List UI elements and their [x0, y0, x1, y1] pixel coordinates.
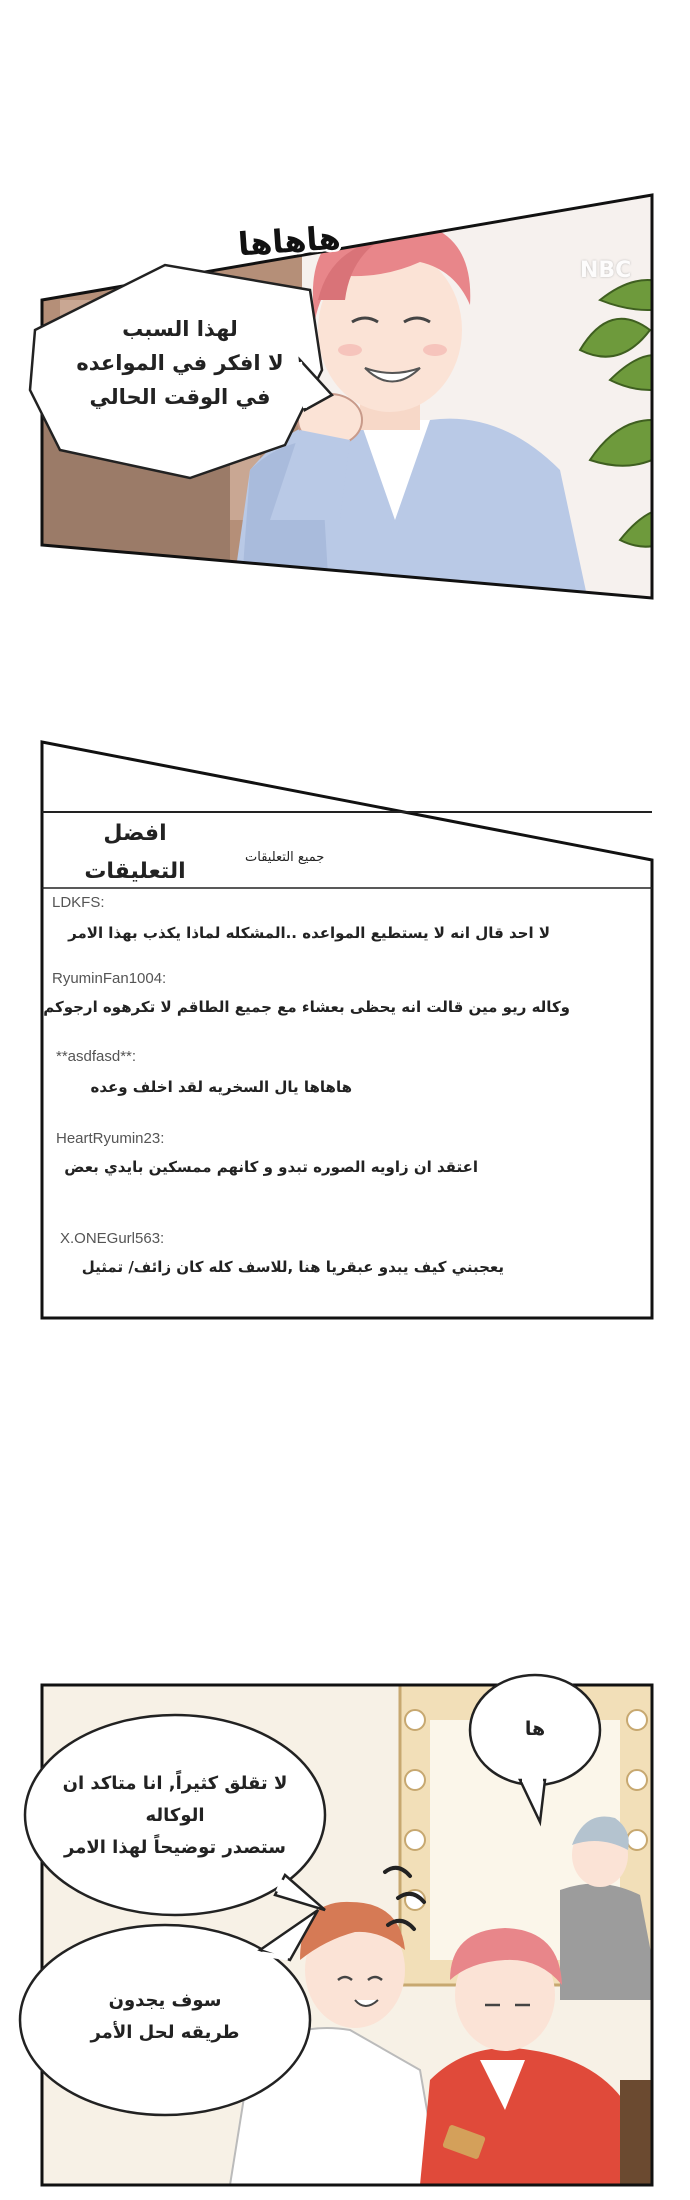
bubble-line: ستصدر توضيحاً لهذا الامر [64, 1837, 286, 1858]
comment-text: هاهاها يال السخريه لقد اخلف وعده [90, 1078, 352, 1096]
comment-text: اعتقد ان زاويه الصوره تبدو و كانهم ممسكين بايدي بعض [64, 1158, 478, 1176]
bubble-line: طريقه لحل الأمر [90, 2022, 240, 2043]
comment-username: HeartRyumin23: [56, 1130, 165, 1147]
comment-username: RyuminFan1004: [52, 970, 167, 987]
watermark-logo: NBC [580, 258, 632, 283]
comment-text: لا احد قال انه لا يستطيع المواعده ..المشكله لماذا يكذب بهذا الامر [68, 924, 550, 942]
speech-bubble-left [35, 1768, 315, 1864]
comment-username: **asdfasd**: [56, 1048, 137, 1065]
comment-username: LDKFS: [52, 894, 105, 911]
comic-panel-3 [0, 1640, 690, 2200]
laugh-sfx: هاهاها [236, 218, 342, 264]
comment-text: وكاله ريو مين قالت انه يحظى بعشاء مع جميع الطاقم لا تكرهوه ارجوكم [43, 998, 570, 1016]
bubble-line: في الوقت الحالي [89, 385, 271, 409]
comic-panel-1 [0, 0, 690, 610]
comment-text: يعجبني كيف يبدو عبقريا هنا ,للاسف كله كان زائف/ تمثيل [81, 1258, 504, 1276]
bubble-line: لهذا السبب [122, 317, 238, 341]
speech-bubble-bottom [40, 1985, 290, 2049]
tab-best-comments[interactable] [60, 815, 210, 891]
speech-bubble-1 [55, 312, 305, 414]
tab-best-line: افضل [103, 821, 167, 846]
bubble-line: سوف يجدون [108, 1990, 222, 2011]
bubble-line: لا تقلق كثيراً, انا متاكد ان الوكاله [62, 1773, 288, 1826]
tab-best-line: التعليقات [84, 859, 186, 884]
speech-bubble-top: ها [524, 1718, 546, 1740]
comments-panel [0, 730, 690, 1330]
comment-username: X.ONEGurl563: [60, 1230, 165, 1247]
bubble-line: لا افكر في المواعده [76, 351, 284, 375]
panel-1-artwork [0, 0, 690, 610]
tab-all-comments[interactable]: جميع التعليقات [245, 850, 325, 865]
